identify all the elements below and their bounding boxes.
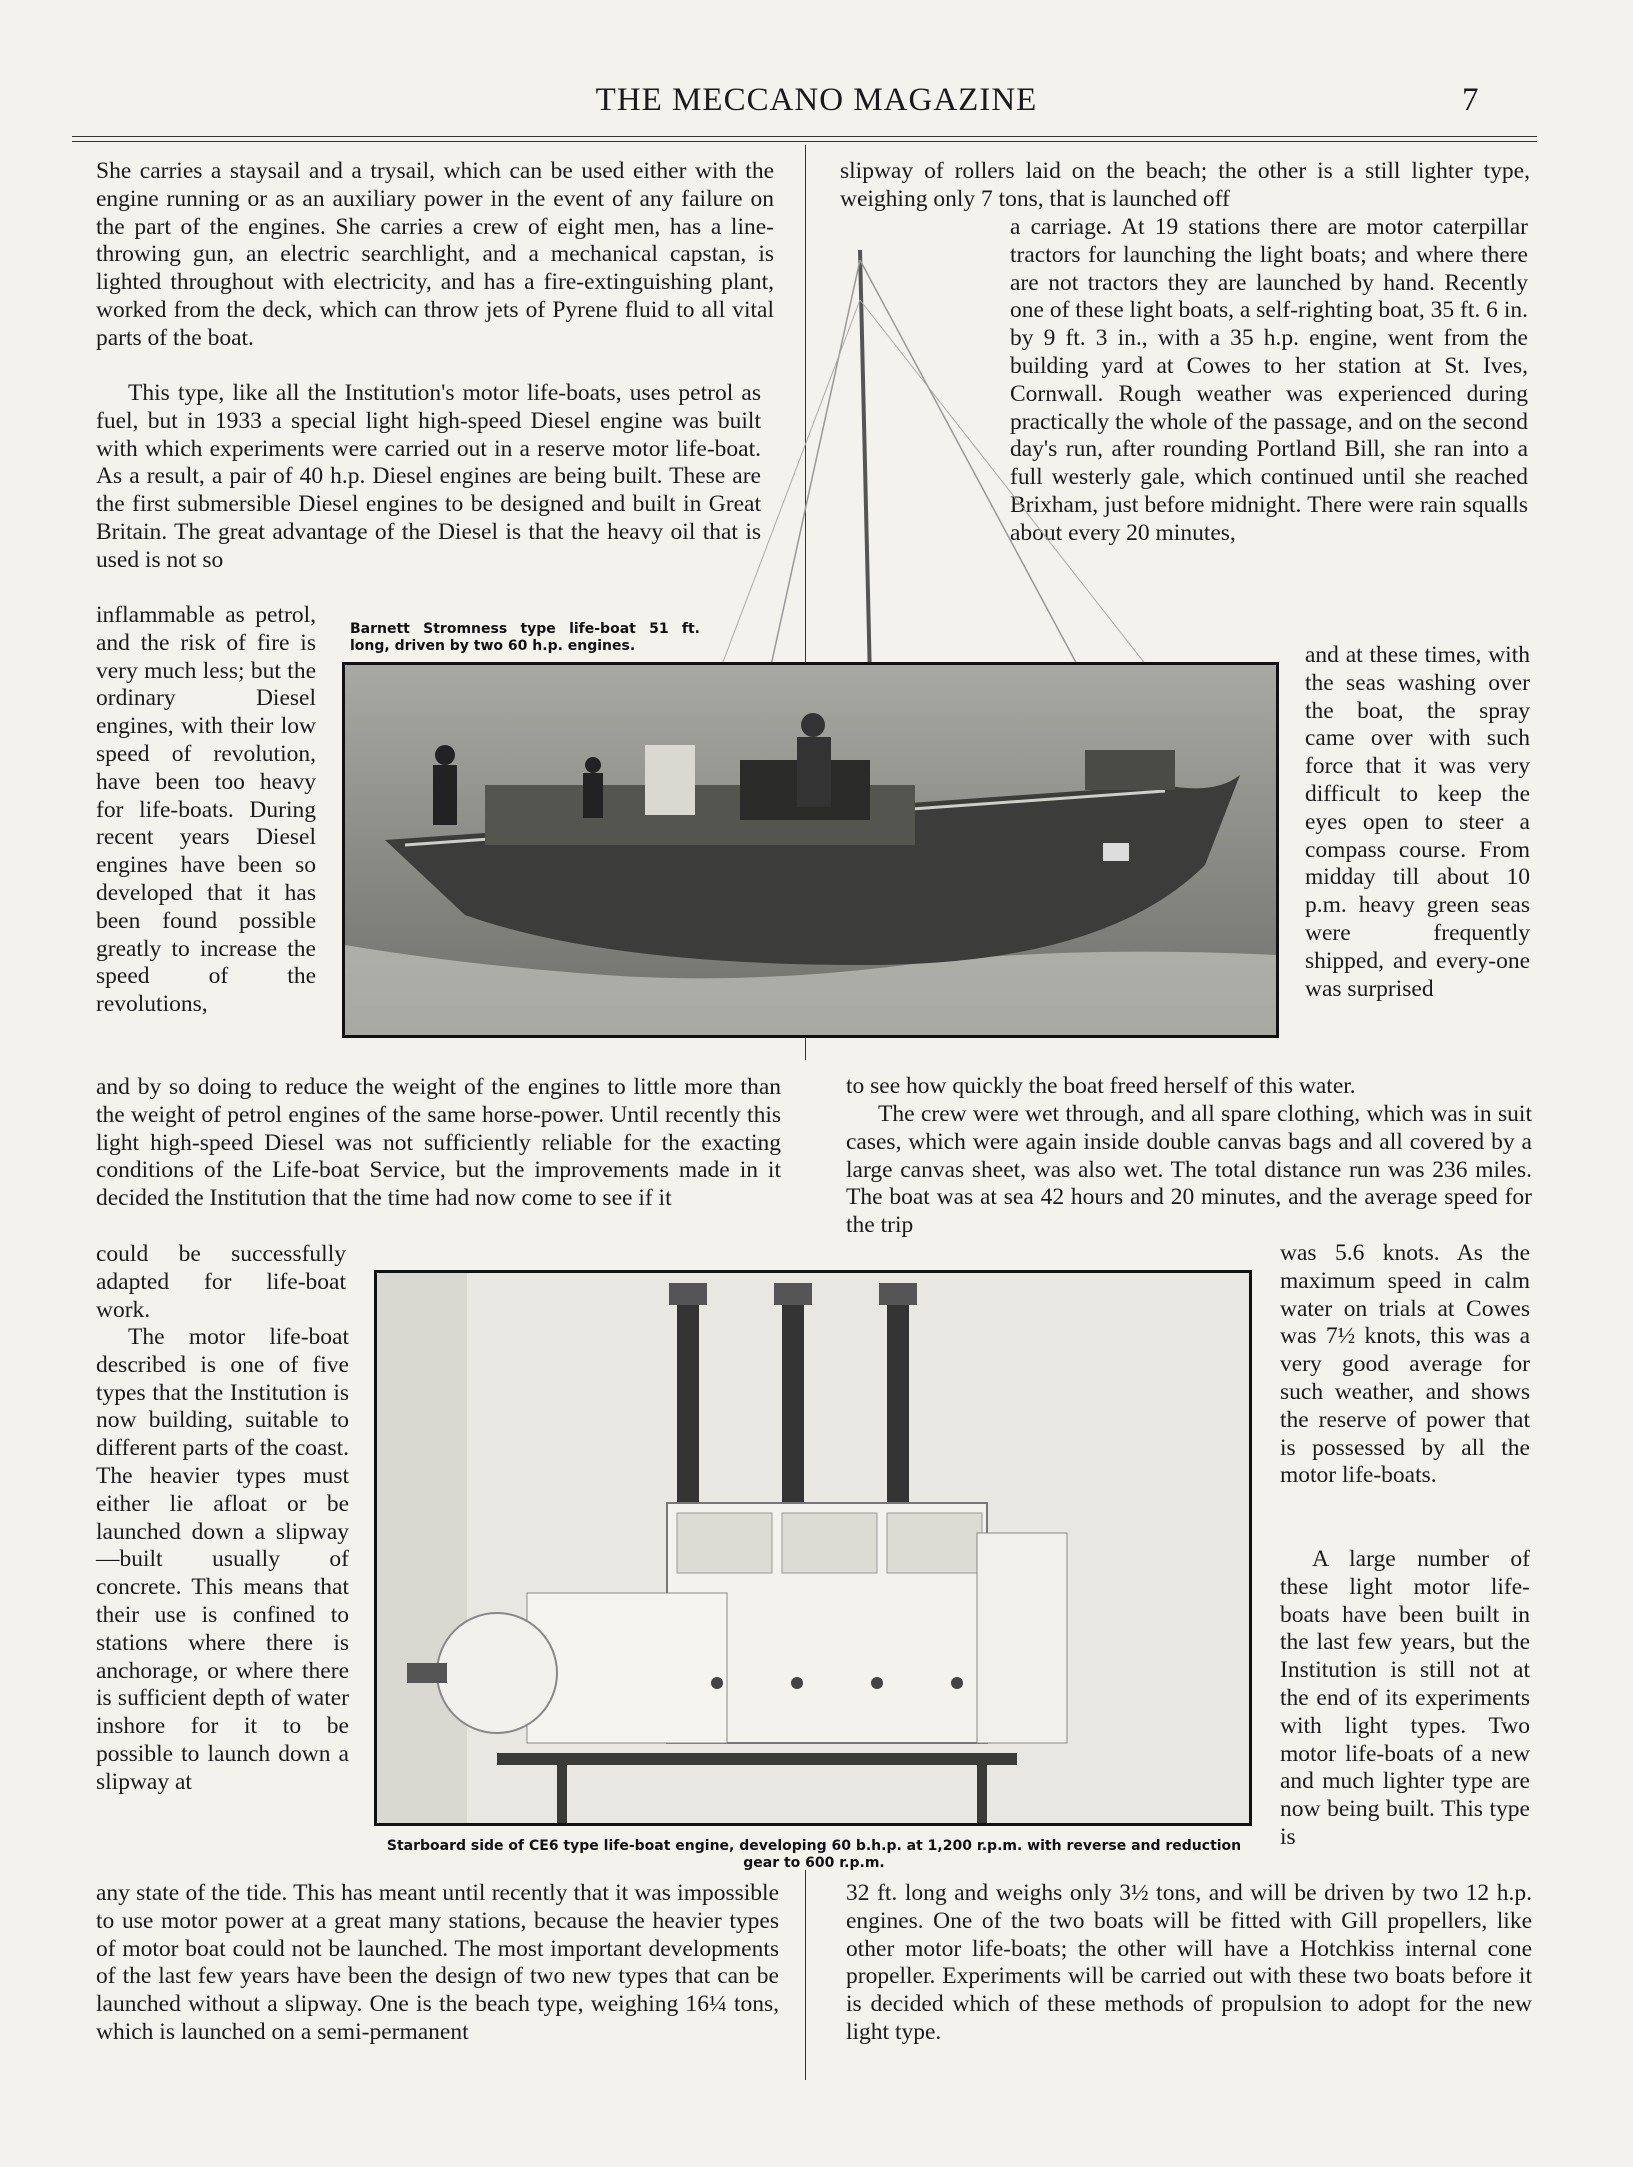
header-rule-bottom [72, 141, 1537, 142]
engine-caption: Starboard side of CE6 type life-boat engine, developing 60 b.h.p. at 1,200 r.p.m. with reverse and reduction gear to 600 r.p.m. [386, 1838, 1242, 1871]
left-paragraph-2-continued: inflammable as petrol, and the risk of fire is very much less; but the ordinary Diesel engines, with their low speed of revolution, have been too heavy for life-boats. During recent years Diesel engines have been so developed that it has been found possible greatly to increase the speed of the revolutions, [96, 602, 316, 1018]
right-paragraph-3: A large number of these light motor life-boats have been built in the last few years, but the Institution is still not at the end of its experiments with light types. Two motor life-boats of a new and much lighter type are now being built. This type is [1280, 1546, 1530, 1850]
engine-photo [374, 1270, 1252, 1826]
magazine-title: THE MECCANO MAGAZINE [595, 82, 1038, 118]
left-paragraph-1: She carries a staysail and a trysail, which can be used either with the engine running or as an auxiliary power in the event of any failure on the part of the engines. She carries a crew of eight men, has a line-throwing gun, an electric searchlight, and a mechanical capstan, is lighted throughout with electricity, and has a fire-extinguishing plant, worked from the deck, which can throw jets of Pyrene fluid to all vital parts of the boat. [96, 158, 774, 351]
left-paragraph-4-end: any state of the tide. This has meant until recently that it was impossible to use motor power at a great many stations, because the heavier types of motor boat could not be launched. The most important developments of the last few years have been the design of two new types that can be launched without a slipway. One is the beach type, weighing 16¼ tons, which is launched on a semi-permanent [96, 1880, 779, 2045]
right-paragraph-3-end: 32 ft. long and weighs only 3½ tons, and will be driven by two 12 h.p. engines. One of the two boats will be fitted with Gill propellers, like other motor life-boats; the other will have a Hotchkiss internal cone propeller. Experiments will be carried out with these two boats before it is decided which of these methods of propulsion to adopt for the new light type. [846, 1880, 1532, 2045]
right-paragraph-2: The crew were wet through, and all spare clothing, which was in suit cases, which were again inside double canvas bags and all covered by a large canvas sheet, was also wet. The total distance run was 236 miles. The boat was at sea 42 hours and 20 minutes, and the average speed for the trip [846, 1101, 1532, 1239]
right-paragraph-2-end: was 5.6 knots. As the maximum speed in calm water on trials at Cowes was 7½ knots, this was a very good average for such weather, and shows the reserve of power that is possessed by all the motor life-boats. [1280, 1240, 1530, 1489]
left-paragraph-2: This type, like all the Institution's motor life-boats, uses petrol as fuel, but in 1933 a special light high-speed Diesel engine was built with which experiments were carried out in a reserve motor life-boat. As a result, a pair of 40 h.p. Diesel engines are being built. These are the first submersible Diesel engines to be designed and built in Great Britain. The great advantage of the Diesel is that the heavy oil that is used is not so [96, 380, 761, 573]
lifeboat-caption: Barnett Stromness type life-boat 51 ft. long, driven by two 60 h.p. engines. [350, 621, 700, 654]
right-paragraph-1-narrow: and at these times, with the seas washing over the boat, the spray came over with such force that it was very difficult to keep the eyes open to steer a compass course. From midday till about 10 p.m. heavy green seas were frequently shipped, and every-one was surprised [1305, 642, 1530, 1002]
mast-and-rigging-figure [680, 240, 1480, 680]
left-paragraph-3: could be successfully adapted for life-boat work. [96, 1241, 346, 1323]
left-paragraph-4: The motor life-boat described is one of five types that the Institution is now building, suitable to different parts of the coast. The heavier types must either lie afloat or be launched down a slipway—built usually of concrete. This means that their use is confined to stations where there is anchorage, or where there is sufficient depth of water inshore for it to be possible to launch down a slipway at [96, 1324, 349, 1795]
left-paragraph-2-end: and by so doing to reduce the weight of the engines to little more than the weight of petrol engines of the same horse-power. Until recently this light high-speed Diesel was not sufficiently reliable for the exacting conditions of the Life-boat Service, but the improvements made in it decided the Institution that the time had now come to see if it [96, 1074, 781, 1212]
lifeboat-illustration [345, 665, 1276, 1035]
lifeboat-photo [342, 662, 1279, 1038]
diesel-engine-illustration [377, 1273, 1249, 1823]
header-rule-top [72, 136, 1537, 137]
right-paragraph-1-end: to see how quickly the boat freed herself of this water. [846, 1073, 1356, 1099]
page-number: 7 [1462, 82, 1479, 118]
right-paragraph-1: slipway of rollers laid on the beach; the other is a still lighter type, weighing only 7 tons, that is launched off [840, 158, 1530, 212]
column-divider-lower [805, 1870, 806, 2080]
right-paragraph-1-wrap: a carriage. At 19 stations there are motor caterpillar tractors for launching the light boats; and where there are not tractors they are launched by hand. Recently one of these light boats, a self-righting boat, 35 ft. 6 in. by 9 ft. 3 in., with a 35 h.p. engine, went from the building yard at Cowes to her station at St. Ives, Cornwall. Rough weather was experienced during practically the whole of the passage, and on the second day's run, after rounding Portland Bill, she ran into a full westerly gale, which continued until she reached Brixham, just before midnight. There were rain squalls about every 20 minutes, [1010, 214, 1528, 546]
